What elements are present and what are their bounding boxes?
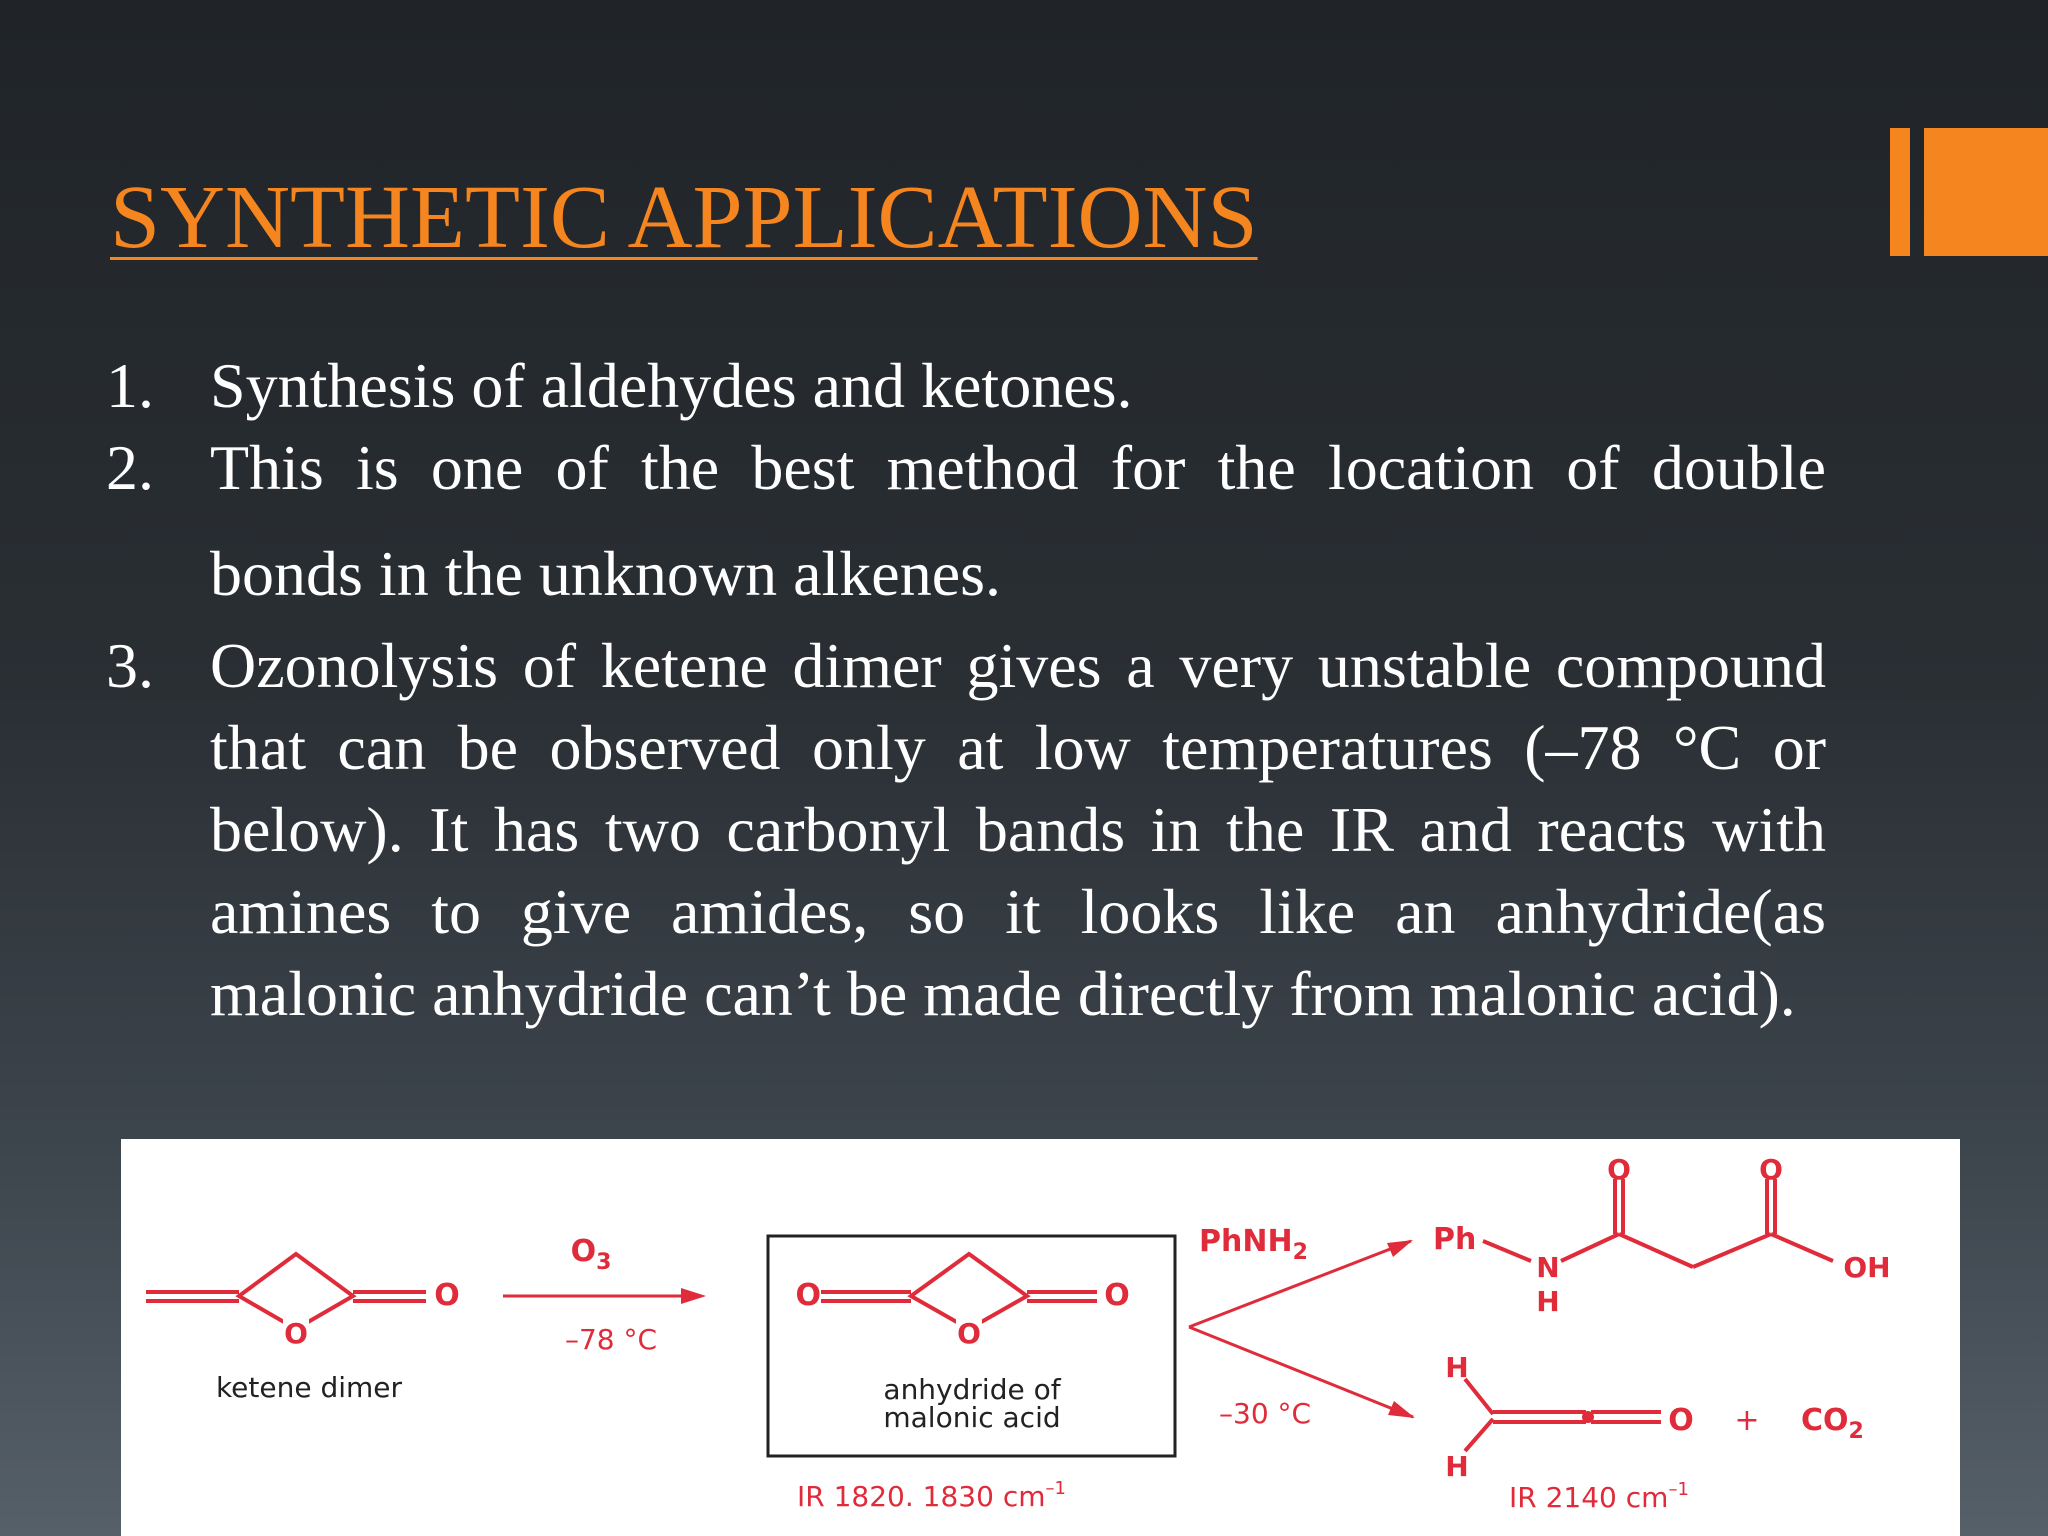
amide-hydrogen: H xyxy=(1536,1285,1560,1318)
reaction-diagram xyxy=(121,1139,1960,1536)
anhydride-ring-oxygen: O xyxy=(957,1317,981,1350)
anhydride-oxygen-right: O xyxy=(1104,1278,1130,1313)
ketene-oxygen: O xyxy=(1668,1403,1694,1438)
carbon-dioxide: $CO_2$ xyxy=(1801,1403,1864,1444)
list-text-line: This is one of the best method for the location of double xyxy=(210,432,1826,503)
list-text: Ozonolysis of ketene dimer gives a very unstable compound that can be observed only at low temperatures (–78 °C or below). It has two carbonyl bands in the IR and reacts with amines to give amides, so it looks like an anhydride(as malonic anhydride can’t be made directly from malonic acid). xyxy=(210,630,1826,1029)
amide-oxygen: O xyxy=(1607,1153,1631,1186)
arrow-down-head xyxy=(1388,1401,1415,1418)
temperature-1: –78 °C xyxy=(564,1323,658,1356)
reaction-scheme xyxy=(121,1139,1960,1536)
list-number: 2. xyxy=(106,432,154,503)
ir-label-1: IR 1820. 1830 $cm^{-1}$ xyxy=(797,1478,1066,1513)
numbered-list xyxy=(106,345,1826,1035)
plus-sign: + xyxy=(1734,1403,1760,1438)
acid-oxygen: O xyxy=(1759,1153,1783,1186)
list-item-1 xyxy=(106,345,1826,427)
temperature-2: –30 °C xyxy=(1219,1397,1312,1430)
list-text-line: bonds in the unknown alkenes. xyxy=(210,538,1001,609)
list-item-3 xyxy=(106,625,1826,1035)
accent-bar-thick xyxy=(1924,128,2048,256)
anhydride-label-line1: anhydride of xyxy=(883,1373,1061,1406)
carbonyl-oxygen: O xyxy=(434,1278,460,1313)
list-number: 3. xyxy=(106,630,154,701)
accent-bar-thin xyxy=(1890,128,1910,256)
ir-label-2: IR 2140 $cm^{-1}$ xyxy=(1509,1479,1689,1514)
anhydride-label-line2: malonic acid xyxy=(883,1401,1061,1434)
ring-oxygen: O xyxy=(284,1317,308,1350)
ketene-carbon-dot xyxy=(1582,1411,1594,1423)
anhydride-oxygen-left: O xyxy=(795,1278,821,1313)
phenyl-label: Ph xyxy=(1433,1222,1477,1257)
ketene-h-bottom: H xyxy=(1445,1450,1469,1483)
arrow-1-head xyxy=(681,1288,706,1304)
list-text: Synthesis of aldehydes and ketones. xyxy=(210,350,1133,421)
list-number: 1. xyxy=(106,350,154,421)
list-item-2 xyxy=(106,427,1826,615)
ketene-h-top: H xyxy=(1445,1351,1469,1384)
reagent-ozone: $O_3$ xyxy=(570,1234,612,1275)
arrow-up-head xyxy=(1387,1240,1413,1257)
amide-nitrogen: N xyxy=(1536,1251,1560,1284)
ketene-structure xyxy=(1465,1379,1661,1451)
ketene-dimer-label: ketene dimer xyxy=(215,1371,403,1404)
hydroxyl-label: OH xyxy=(1843,1251,1891,1284)
reagent-aniline: PhNH$_2$ xyxy=(1199,1224,1308,1265)
slide-title: SYNTHETIC APPLICATIONS xyxy=(110,168,1258,267)
list-text xyxy=(210,427,1826,615)
